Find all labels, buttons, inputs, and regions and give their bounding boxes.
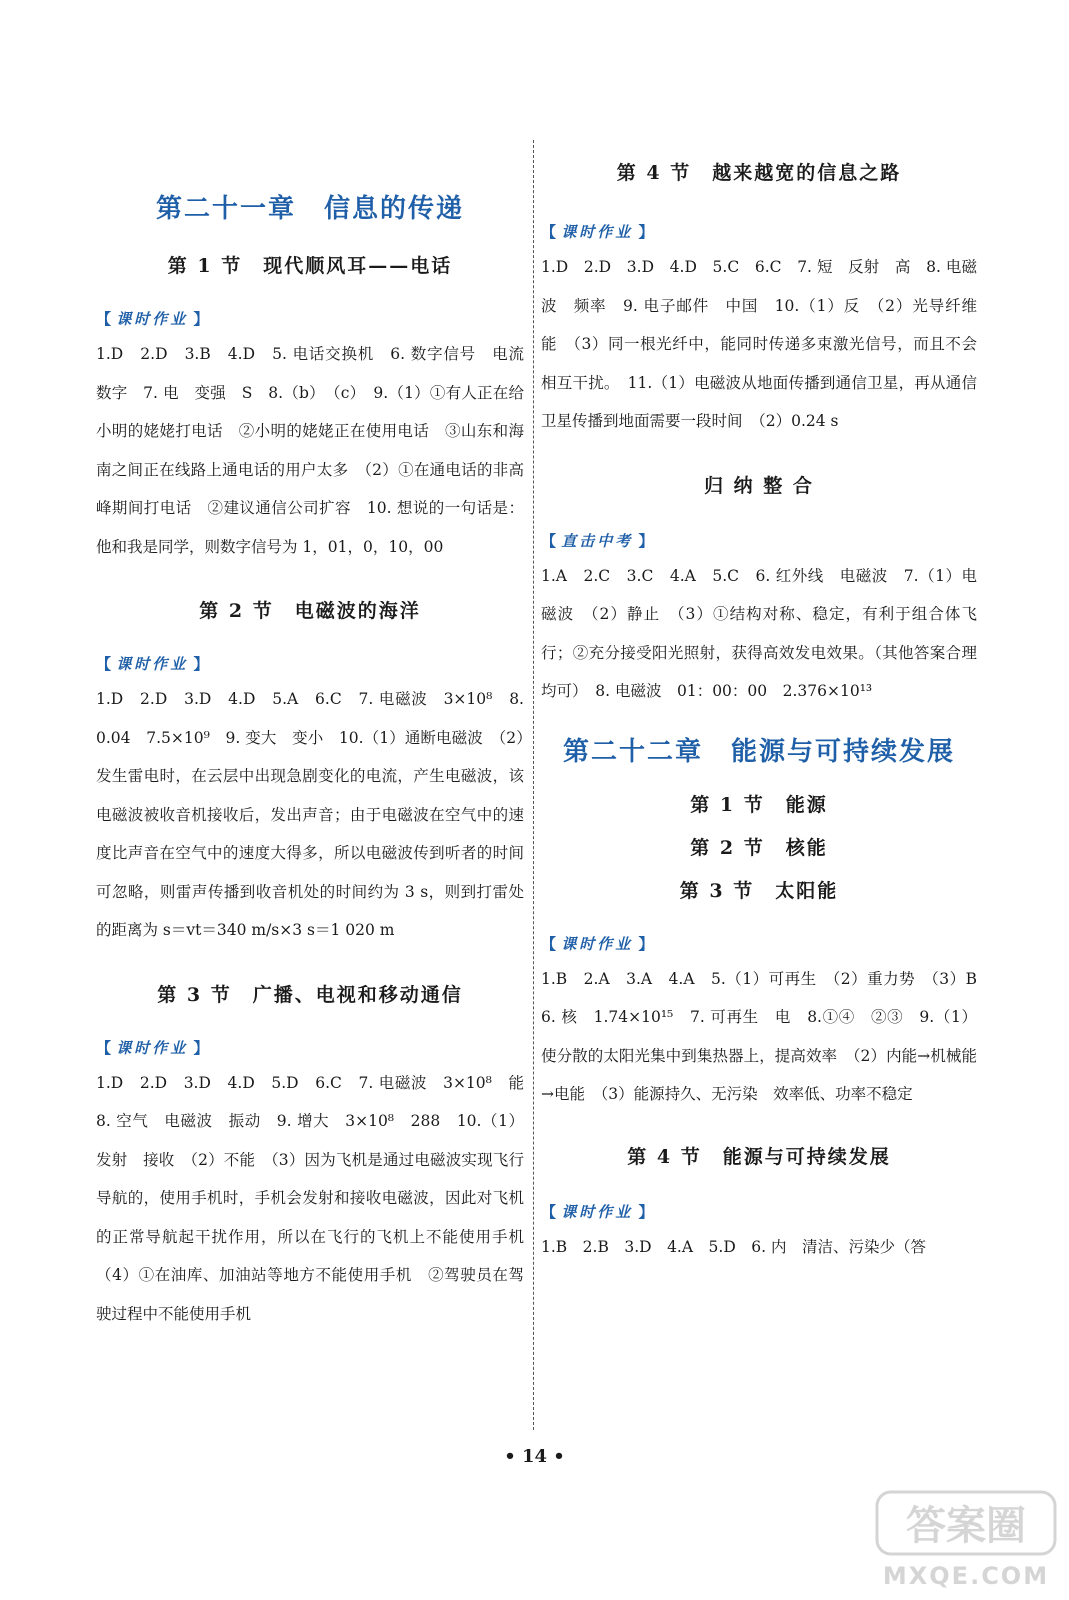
homework-tag: 【 课时作业 】	[541, 1202, 654, 1221]
homework-tag: 【 课时作业 】	[541, 934, 654, 953]
sub-section-3-title: 第 3 节 太阳能	[679, 879, 839, 902]
homework-tag: 【 课时作业 】	[96, 310, 209, 328]
watermark-logo	[871, 1484, 1061, 1596]
sub-section-1-title: 第 1 节 能源	[690, 793, 828, 816]
page-number: • 14 •	[504, 1446, 565, 1467]
sub-section-2-title: 第 2 节 核能	[690, 836, 828, 859]
section-2-answers: 1.D 2.D 3.D 4.D 5.A 6.C 7. 电磁波 3×10⁸ 8.0.04 7.5×10⁹ 9. 变大 变小 10.（1）通断电磁波 （2）发生雷电时，在云层中出现急剧变化的电流，产生电磁波，该电磁波被收音机接收后，发出声音；由于电磁波在空气中的速度比声音在空气中的速度大得多，所以电磁波传到听者的时间可忽略，则雷声传播到收音机处的时间约为 3 s，则到打雷处的距离为 s＝vt＝340 m/s×3 s＝1 020 m	[96, 690, 524, 939]
watermark-logo-text: 答案圈	[906, 1503, 1026, 1549]
section-1-answers: 1.D 2.D 3.B 4.D 5. 电话交换机 6. 数字信号 电流 数字 7. 电 变强 S 8.（b） （c） 9.（1）①有人正在给小明的姥姥打电话 ②小明的姥姥正在使用电话 ③山东和海南之间正在线路上通电话的用户太多 （2）①在通电话的非高峰期间打电话 ②建议通信公司扩容 10. 想说的一句话是：他和我是同学，则数字信号为 1，01，0，10，00	[96, 345, 540, 556]
exam-tag: 【 直击中考 】	[541, 531, 654, 550]
section-4b-answers: 1.B 2.B 3.D 4.A 5.D 6. 内 清洁、污染少（答	[541, 1237, 926, 1256]
homework-tag: 【 课时作业 】	[541, 223, 654, 241]
right-column	[541, 140, 993, 1266]
chapter-21-title: 第二十一章 信息的传递	[155, 194, 464, 224]
section-4-title: 第 4 节 越来越宽的信息之路	[616, 162, 902, 184]
homework-tag: 【 课时作业 】	[96, 655, 209, 673]
section-3-title: 第 3 节 广播、电视和移动通信	[157, 983, 463, 1006]
homework-tag: 【 课时作业 】	[96, 1038, 209, 1057]
section-2-title: 第 2 节 电磁波的海洋	[199, 600, 421, 622]
section-3-answers: 1.D 2.D 3.D 4.D 5.D 6.C 7. 电磁波 3×10⁸ 能 8. 空气 电磁波 振动 9. 增大 3×10⁸ 288 10.（1）发射 接收 （2）不能 （3）因为飞机是通过电磁波实现飞行导航的，使用手机时，手机会发射和接收电磁波，因此对飞机的正常导航起干扰作用，所以在飞行的飞机上不能使用手机 （4）①在油库、加油站等地方不能使用手机 ②驾驶员在驾驶过程中不能使用手机	[96, 1073, 540, 1323]
sections-1-3-answers: 1.B 2.A 3.A 4.A 5.（1）可再生 （2）重力势 （3）B 6. 核 1.74×10¹⁵ 7. 可再生 电 8.①④ ②③ 9.（1）使分散的太阳光集中到集热器上，提高效率 （2）内能→机械能→电能 （3）能源持久、无污染 效率低、功率不稳定	[541, 969, 993, 1103]
chapter-22-title: 第二十二章 能源与可持续发展	[562, 736, 955, 767]
section-4-answers: 1.D 2.D 3.D 4.D 5.C 6.C 7. 短 反射 高 8. 电磁波 频率 9. 电子邮件 中国 10.（1）反 （2）光导纤维 能 （3）同一根光纤中，能同时传递多束激光信号，而且不会相互干扰。 11.（1）电磁波从地面传播到通信卫星，再从通信卫星传播到地面需要一段时间 （2）0.24 s	[541, 258, 993, 430]
watermark-url: MXQE.COM	[882, 1562, 1050, 1590]
summary-answers: 1.A 2.C 3.C 4.A 5.C 6. 红外线 电磁波 7.（1）电磁波 （2）静止 （3）①结构对称、稳定，有利于组合体飞行；②充分接受阳光照射，获得高效发电效果。（其他答案合理均可） 8. 电磁波 01：00：00 2.376×10¹³	[541, 566, 977, 700]
left-column	[96, 140, 540, 1333]
summary-title: 归 纳 整 合	[704, 474, 814, 497]
section-1-title: 第 1 节 现代顺风耳——电话	[167, 255, 453, 277]
section-4b-title: 第 4 节 能源与可持续发展	[627, 1145, 891, 1168]
